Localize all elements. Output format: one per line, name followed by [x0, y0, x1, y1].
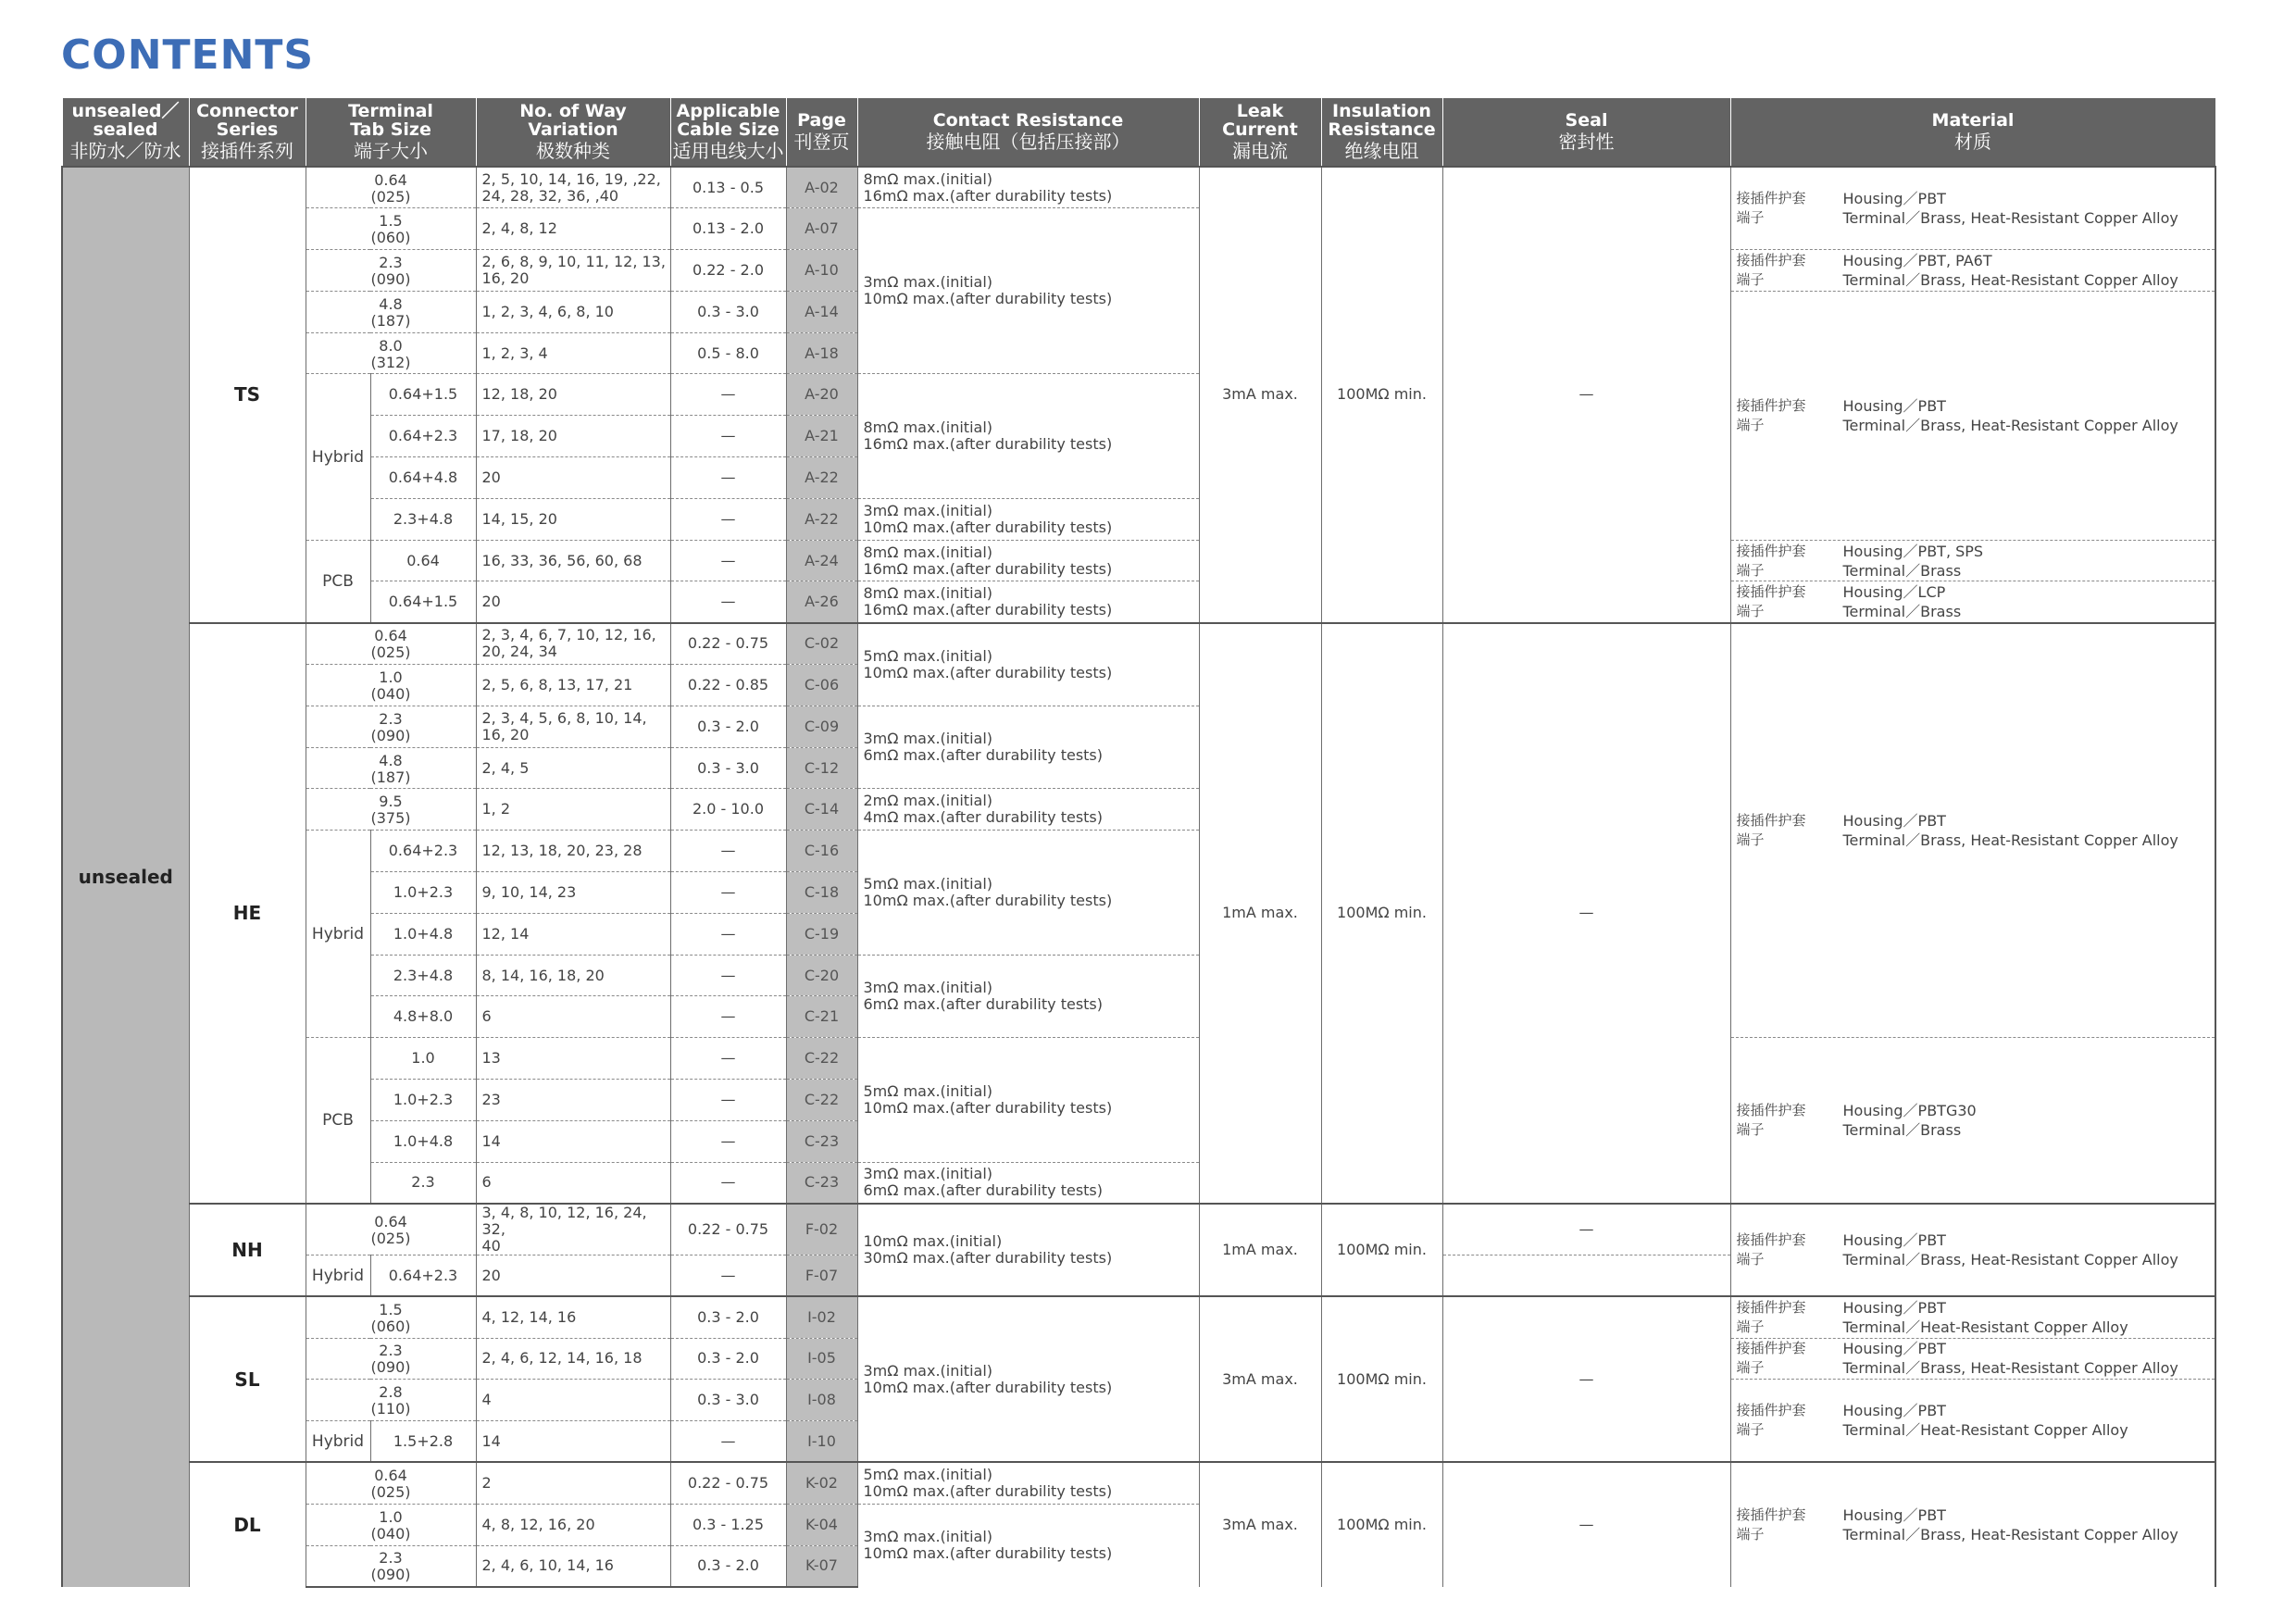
way-variation: 20 [476, 581, 670, 623]
tab-size: 2.3 (090) [306, 250, 476, 292]
tab-size: 1.0+2.3 [370, 872, 476, 914]
sub-hybrid: Hybrid [306, 374, 370, 540]
sub-pcb: PCB [306, 540, 370, 623]
cable-size: — [670, 996, 786, 1038]
tab-size: 0.64 [370, 540, 476, 581]
tab-size: 2.3 (090) [306, 1545, 476, 1587]
tab-size: 1.0 (040) [306, 665, 476, 706]
cable-size: 0.3 - 2.0 [670, 706, 786, 747]
page-ref: I-08 [786, 1380, 857, 1421]
tab-size: 2.3 (090) [306, 1338, 476, 1380]
leak-current: 3mA max. [1199, 1462, 1321, 1586]
way-variation: 6 [476, 996, 670, 1038]
way-variation: 2, 3, 4, 6, 7, 10, 12, 16, 20, 24, 34 [476, 623, 670, 665]
way-variation: 2, 4, 6, 10, 14, 16 [476, 1545, 670, 1587]
way-variation: 2, 6, 8, 9, 10, 11, 12, 13, 16, 20 [476, 250, 670, 292]
table-row [62, 581, 2215, 623]
way-variation: 20 [476, 457, 670, 499]
contact-resistance: 10mΩ max.(initial) 30mΩ max.(after durability tests) [857, 1204, 1199, 1296]
page-ref: A-07 [786, 208, 857, 250]
header-tab-size: Terminal Tab Size 端子大小 [306, 98, 476, 167]
cable-size: — [670, 416, 786, 457]
series-sl: SL [189, 1296, 306, 1462]
contact-resistance: 8mΩ max.(initial) 16mΩ max.(after durability tests) [857, 167, 1199, 208]
tab-size: 0.64+2.3 [370, 416, 476, 457]
page-ref: A-22 [786, 498, 857, 540]
material-cell: 接插件护套 Housing／PBT, PA6T 端子 Terminal／Brass, Heat-Resistant Copper Alloy [1730, 250, 2215, 292]
way-variation: 8, 14, 16, 18, 20 [476, 955, 670, 996]
insulation-resistance: 100MΩ min. [1321, 167, 1442, 623]
tab-size: 1.5+2.8 [370, 1421, 476, 1463]
page-ref: C-20 [786, 955, 857, 996]
tab-size: 4.8 (187) [306, 747, 476, 789]
cable-size: — [670, 831, 786, 872]
page-ref: C-02 [786, 623, 857, 665]
tab-size: 0.64+2.3 [370, 831, 476, 872]
page-ref: C-09 [786, 706, 857, 747]
tab-size: 2.3+4.8 [370, 955, 476, 996]
contact-resistance: 5mΩ max.(initial) 10mΩ max.(after durability tests) [857, 831, 1199, 955]
contact-resistance: 3mΩ max.(initial) 10mΩ max.(after durability tests) [857, 498, 1199, 540]
page-ref: A-20 [786, 374, 857, 416]
cable-size: 0.3 - 3.0 [670, 747, 786, 789]
table-row [62, 1038, 2215, 1080]
contact-resistance: 3mΩ max.(initial) 10mΩ max.(after durability tests) [857, 1504, 1199, 1587]
material-cell: 接插件护套 Housing／PBT 端子 Terminal／Heat-Resistant Copper Alloy [1730, 1296, 2215, 1338]
contact-resistance: 8mΩ max.(initial) 16mΩ max.(after durability tests) [857, 540, 1199, 581]
page-ref: A-10 [786, 250, 857, 292]
way-variation: 2, 5, 6, 8, 13, 17, 21 [476, 665, 670, 706]
tab-size: 0.64 (025) [306, 1462, 476, 1504]
header-seal: Seal 密封性 [1442, 98, 1730, 167]
contact-resistance: 5mΩ max.(initial) 10mΩ max.(after durability tests) [857, 623, 1199, 706]
cable-size: — [670, 498, 786, 540]
page-ref: K-04 [786, 1504, 857, 1545]
page-ref: C-23 [786, 1162, 857, 1204]
cable-size: — [670, 457, 786, 499]
tab-size: 1.0+4.8 [370, 913, 476, 955]
contact-resistance: 3mΩ max.(initial) 6mΩ max.(after durability tests) [857, 1162, 1199, 1204]
insulation-resistance: 100MΩ min. [1321, 623, 1442, 1204]
page-ref: C-16 [786, 831, 857, 872]
table-row [62, 167, 2215, 208]
way-variation: 2, 4, 5 [476, 747, 670, 789]
cable-size: — [670, 540, 786, 581]
insulation-resistance: 100MΩ min. [1321, 1462, 1442, 1586]
way-variation: 9, 10, 14, 23 [476, 872, 670, 914]
cable-size: 0.22 - 2.0 [670, 250, 786, 292]
material-cell: 接插件护套 Housing／PBT 端子 Terminal／Brass, Heat-Resistant Copper Alloy [1730, 167, 2215, 250]
tab-size: 0.64+1.5 [370, 374, 476, 416]
header-series: Connector Series 接插件系列 [189, 98, 306, 167]
material-cell: 接插件护套 Housing／LCP 端子 Terminal／Brass [1730, 581, 2215, 623]
tab-size: 0.64 (025) [306, 623, 476, 665]
page-title: CONTENTS [61, 31, 315, 79]
way-variation: 14 [476, 1421, 670, 1463]
tab-size: 0.64+1.5 [370, 581, 476, 623]
cable-size: — [670, 1038, 786, 1080]
page-ref: F-02 [786, 1204, 857, 1255]
leak-current: 3mA max. [1199, 167, 1321, 623]
way-variation: 17, 18, 20 [476, 416, 670, 457]
tab-size: 9.5 (375) [306, 789, 476, 831]
cable-size: — [670, 1120, 786, 1162]
seal-value: — [1442, 1296, 1730, 1462]
sub-hybrid: Hybrid [306, 1421, 370, 1463]
material-cell: 接插件护套 Housing／PBT 端子 Terminal／Brass, Heat-Resistant Copper Alloy [1730, 1462, 2215, 1586]
page-ref: C-21 [786, 996, 857, 1038]
way-variation: 12, 18, 20 [476, 374, 670, 416]
tab-size: 1.0+4.8 [370, 1120, 476, 1162]
tab-size: 2.3 [370, 1162, 476, 1204]
tab-size: 1.0 (040) [306, 1504, 476, 1545]
cable-size: 0.22 - 0.85 [670, 665, 786, 706]
way-variation: 13 [476, 1038, 670, 1080]
series-ts: TS [189, 167, 306, 623]
tab-size: 2.8 (110) [306, 1380, 476, 1421]
way-variation: 2, 4, 8, 12 [476, 208, 670, 250]
tab-size: 2.3 (090) [306, 706, 476, 747]
cable-size: 0.3 - 3.0 [670, 291, 786, 332]
material-cell: 接插件护套 Housing／PBT 端子 Terminal／Brass, Heat-Resistant Copper Alloy [1730, 1338, 2215, 1380]
table-row [62, 1296, 2215, 1338]
cable-size: 0.3 - 2.0 [670, 1545, 786, 1587]
way-variation: 2 [476, 1462, 670, 1504]
way-variation: 1, 2 [476, 789, 670, 831]
series-he: HE [189, 623, 306, 1204]
page-ref: F-07 [786, 1255, 857, 1296]
contact-resistance: 5mΩ max.(initial) 10mΩ max.(after durability tests) [857, 1038, 1199, 1162]
cable-size: 0.13 - 2.0 [670, 208, 786, 250]
cable-size: — [670, 1080, 786, 1121]
way-variation: 3, 4, 8, 10, 12, 16, 24, 32, 40 [476, 1204, 670, 1255]
sub-pcb: PCB [306, 1038, 370, 1204]
page-ref: C-14 [786, 789, 857, 831]
series-nh: NH [189, 1204, 306, 1296]
page-ref: C-22 [786, 1080, 857, 1121]
seal-value: — [1442, 167, 1730, 623]
contact-resistance: 2mΩ max.(initial) 4mΩ max.(after durability tests) [857, 789, 1199, 831]
cable-size: 2.0 - 10.0 [670, 789, 786, 831]
way-variation: 4 [476, 1380, 670, 1421]
tab-size: 4.8 (187) [306, 291, 476, 332]
cable-size: 0.22 - 0.75 [670, 1204, 786, 1255]
page-ref: I-05 [786, 1338, 857, 1380]
cable-size: 0.13 - 0.5 [670, 167, 786, 208]
way-variation: 4, 8, 12, 16, 20 [476, 1504, 670, 1545]
table-row [62, 1462, 2215, 1504]
contact-resistance: 3mΩ max.(initial) 6mΩ max.(after durability tests) [857, 955, 1199, 1038]
page-ref: I-10 [786, 1421, 857, 1463]
leak-current: 1mA max. [1199, 623, 1321, 1204]
material-cell: 接插件护套 Housing／PBT, SPS 端子 Terminal／Brass [1730, 540, 2215, 581]
insulation-resistance: 100MΩ min. [1321, 1204, 1442, 1296]
seal-empty [1442, 1255, 1730, 1296]
cable-size: — [670, 581, 786, 623]
tab-size: 1.5 (060) [306, 1296, 476, 1338]
page-ref: C-22 [786, 1038, 857, 1080]
way-variation: 12, 13, 18, 20, 23, 28 [476, 831, 670, 872]
seal-value: — [1442, 623, 1730, 1204]
sealed-type-cell: unsealed [62, 167, 189, 1587]
page-ref: C-23 [786, 1120, 857, 1162]
cable-size: — [670, 1162, 786, 1204]
sub-hybrid: Hybrid [306, 1255, 370, 1296]
page-ref: C-19 [786, 913, 857, 955]
page-ref: C-12 [786, 747, 857, 789]
header-insulation: Insulation Resistance 绝缘电阻 [1321, 98, 1442, 167]
series-dl: DL [189, 1462, 306, 1586]
cable-size: 0.3 - 2.0 [670, 1338, 786, 1380]
header-material: Material 材质 [1730, 98, 2215, 167]
header-contact: Contact Resistance 接触电阻（包括压接部） [857, 98, 1199, 167]
tab-size: 1.0+2.3 [370, 1080, 476, 1121]
cable-size: 0.3 - 2.0 [670, 1296, 786, 1338]
insulation-resistance: 100MΩ min. [1321, 1296, 1442, 1462]
cable-size: 0.3 - 3.0 [670, 1380, 786, 1421]
tab-size: 0.64 (025) [306, 1204, 476, 1255]
tab-size: 4.8+8.0 [370, 996, 476, 1038]
material-cell: 接插件护套 Housing／PBT 端子 Terminal／Heat-Resistant Copper Alloy [1730, 1380, 2215, 1463]
tab-size: 1.0 [370, 1038, 476, 1080]
page-ref: A-02 [786, 167, 857, 208]
contact-resistance: 8mΩ max.(initial) 16mΩ max.(after durability tests) [857, 581, 1199, 623]
page-ref: C-06 [786, 665, 857, 706]
seal-value: — [1442, 1204, 1730, 1255]
way-variation: 23 [476, 1080, 670, 1121]
page-ref: A-24 [786, 540, 857, 581]
tab-size: 0.64+2.3 [370, 1255, 476, 1296]
header-row [62, 98, 2215, 167]
material-cell: 接插件护套 Housing／PBT 端子 Terminal／Brass, Heat-Resistant Copper Alloy [1730, 1204, 2215, 1296]
page-ref: A-14 [786, 291, 857, 332]
way-variation: 16, 33, 36, 56, 60, 68 [476, 540, 670, 581]
way-variation: 2, 4, 6, 12, 14, 16, 18 [476, 1338, 670, 1380]
cable-size: — [670, 872, 786, 914]
material-cell: 接插件护套 Housing／PBT 端子 Terminal／Brass, Heat-Resistant Copper Alloy [1730, 623, 2215, 1038]
contact-resistance: 8mΩ max.(initial) 16mΩ max.(after durability tests) [857, 374, 1199, 498]
contact-resistance: 5mΩ max.(initial) 10mΩ max.(after durability tests) [857, 1462, 1199, 1504]
page-ref: K-07 [786, 1545, 857, 1587]
cable-size: 0.3 - 1.25 [670, 1504, 786, 1545]
way-variation: 1, 2, 3, 4, 6, 8, 10 [476, 291, 670, 332]
table-row [62, 1204, 2215, 1255]
page-ref: A-21 [786, 416, 857, 457]
sub-hybrid: Hybrid [306, 831, 370, 1038]
material-cell: 接插件护套 Housing／PBTG30 端子 Terminal／Brass [1730, 1038, 2215, 1204]
cable-size: — [670, 913, 786, 955]
way-variation: 1, 2, 3, 4 [476, 332, 670, 374]
contact-resistance: 3mΩ max.(initial) 10mΩ max.(after durability tests) [857, 208, 1199, 374]
way-variation: 14 [476, 1120, 670, 1162]
tab-size: 0.64+4.8 [370, 457, 476, 499]
header-cable: Applicable Cable Size 适用电线大小 [670, 98, 786, 167]
cable-size: 0.22 - 0.75 [670, 1462, 786, 1504]
contact-resistance: 3mΩ max.(initial) 10mΩ max.(after durability tests) [857, 1296, 1199, 1462]
contact-resistance: 3mΩ max.(initial) 6mΩ max.(after durability tests) [857, 706, 1199, 789]
page-ref: K-02 [786, 1462, 857, 1504]
way-variation: 14, 15, 20 [476, 498, 670, 540]
way-variation: 6 [476, 1162, 670, 1204]
page-ref: A-18 [786, 332, 857, 374]
seal-value: — [1442, 1462, 1730, 1586]
page-ref: A-26 [786, 581, 857, 623]
cable-size: — [670, 1421, 786, 1463]
way-variation: 12, 14 [476, 913, 670, 955]
page-ref: A-22 [786, 457, 857, 499]
table-row [62, 540, 2215, 581]
material-cell: 接插件护套 Housing／PBT 端子 Terminal／Brass, Heat-Resistant Copper Alloy [1730, 291, 2215, 540]
page-ref: I-02 [786, 1296, 857, 1338]
header-page: Page 刊登页 [786, 98, 857, 167]
way-variation: 4, 12, 14, 16 [476, 1296, 670, 1338]
tab-size: 1.5 (060) [306, 208, 476, 250]
leak-current: 3mA max. [1199, 1296, 1321, 1462]
leak-current: 1mA max. [1199, 1204, 1321, 1296]
table-row [62, 623, 2215, 665]
tab-size: 8.0 (312) [306, 332, 476, 374]
header-leak: Leak Current 漏电流 [1199, 98, 1321, 167]
header-way: No. of Way Variation 极数种类 [476, 98, 670, 167]
cable-size: — [670, 374, 786, 416]
way-variation: 2, 5, 10, 14, 16, 19, ,22, 24, 28, 32, 36, ,40 [476, 167, 670, 208]
header-sealed: unsealed／ sealed 非防水／防水 [62, 98, 189, 167]
cable-size: — [670, 955, 786, 996]
contents-table [61, 98, 2216, 1588]
tab-size: 2.3+4.8 [370, 498, 476, 540]
cable-size: 0.5 - 8.0 [670, 332, 786, 374]
cable-size: — [670, 1255, 786, 1296]
cable-size: 0.22 - 0.75 [670, 623, 786, 665]
page-ref: C-18 [786, 872, 857, 914]
tab-size: 0.64 (025) [306, 167, 476, 208]
way-variation: 20 [476, 1255, 670, 1296]
way-variation: 2, 3, 4, 5, 6, 8, 10, 14, 16, 20 [476, 706, 670, 747]
